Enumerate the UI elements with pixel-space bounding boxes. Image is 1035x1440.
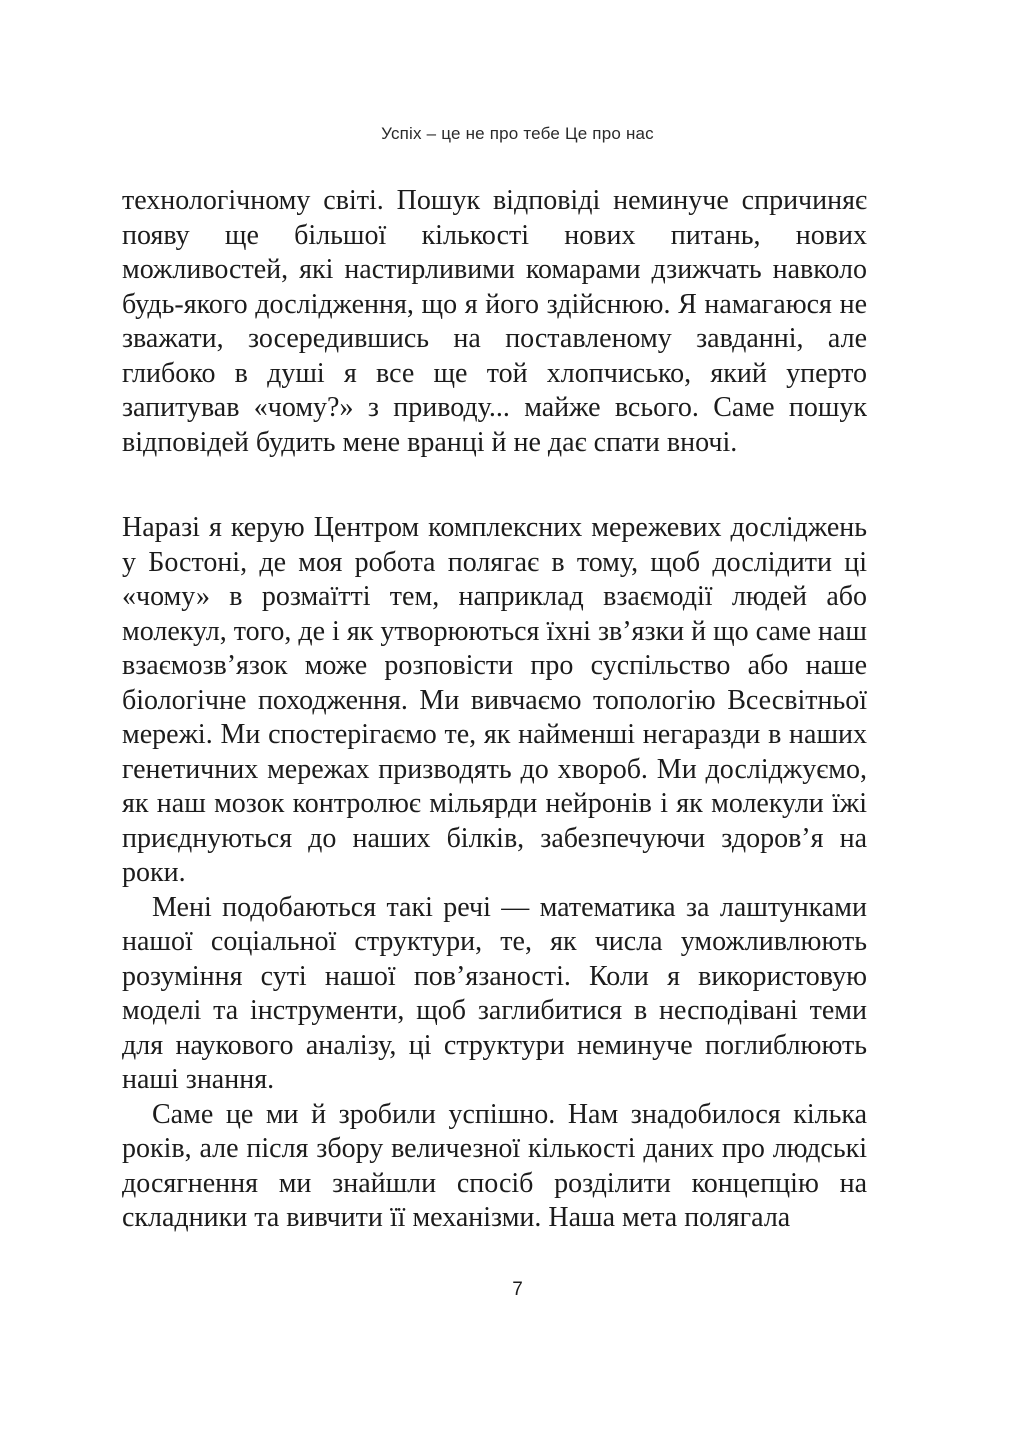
paragraph-center-research: Наразі я керую Центром комплексних мережевих досліджень у Бостоні, де моя робота полягає в тому, щоб дослідити ці «чому» в розмаїтті тем, наприклад взаємодії людей або молекул, того, де і як утворюються їхні зв’язки й що саме наш взаємозв’язок може розповісти про суспільство або наше біологічне походження. Ми вивчаємо топологію Всесвітньої мережі. Ми спостерігаємо те, як найменші негаразди в наших генетичних мережах призводять до хвороб. Ми досліджуємо, як наш мозок контролює мільярди нейронів і як молекули їжі приєднуються до наших білків, забезпечуючи здоров’я на роки. — [122, 512, 867, 888]
body-text-top — [122, 184, 867, 460]
paragraph-continued: технологічному світі. Пошук відповіді неминуче спричиняє появу ще більшої кількості нових питань, нових можливостей, які настирливими комарами дзижчать навколо будь-якого дослідження, що я його здійснюю. Я намагаюся не зважати, зосередившись на поставленому завданні, але глибоко в душі я все ще той хлопчисько, який уперто запитував «чому?» з приводу... майже всього. Саме пошук відповідей будить мене вранці й не дає спати вночі. — [122, 185, 867, 458]
page-number: 7 — [512, 1279, 523, 1300]
paragraph-our-goal: Саме це ми й зробили успішно. Нам знадобилося кілька років, але після збору величезної кількості даних про людські досягнення ми знайшли спосіб розділити концепцію на складники та вивчити її механізми. Наша мета полягала — [122, 1098, 867, 1233]
paragraph-math-structures: Мені подобаються такі речі — математика за лаштунками нашої соціальної структури, те, як числа уможливлюють розуміння суті нашої пов’язаності. Коли я використовую моделі та інструменти, щоб заглибитися в несподівані теми для наукового аналізу, ці структури неминуче поглиблюють наші знання. — [122, 891, 867, 1095]
running-head: Успіх – це не про тебе Це про нас — [381, 124, 654, 143]
body-text-main — [122, 511, 867, 1236]
